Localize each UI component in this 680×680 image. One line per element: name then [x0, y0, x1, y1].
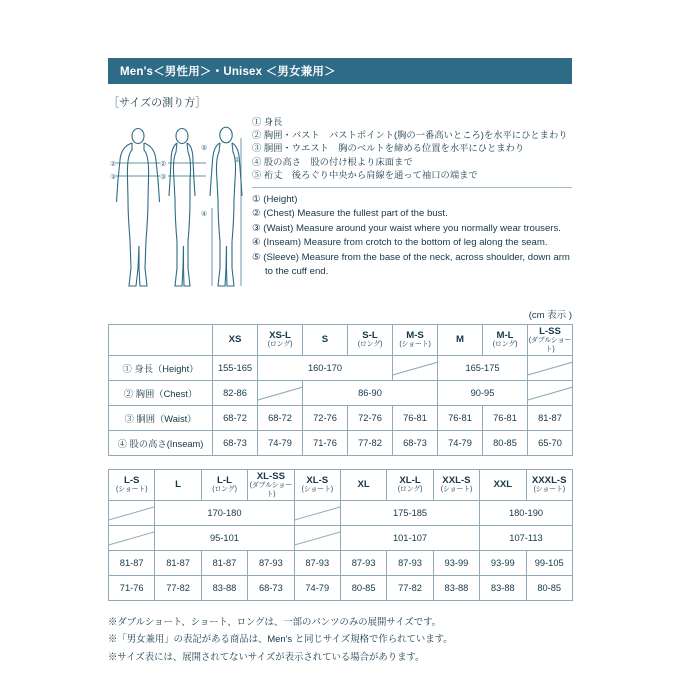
data-cell: 68-72: [213, 406, 258, 431]
measure-jp-item: ④ 股の高さ 股の付け根より床面まで: [252, 156, 413, 167]
column-header-m-l: M-L (ロング): [483, 325, 528, 356]
data-cell: 83-88: [480, 576, 526, 601]
data-cell: 95-101: [155, 526, 294, 551]
data-cell: 68-73: [213, 431, 258, 456]
table-header-row: [109, 470, 573, 501]
svg-text:③: ③: [110, 174, 117, 181]
data-cell: 72-76: [303, 406, 348, 431]
data-cell: 68-73: [248, 576, 294, 601]
column-header-s-l: S-L (ロング): [348, 325, 393, 356]
measure-jp-list: [252, 116, 572, 182]
table-row: [109, 406, 573, 431]
row-label: ② 胸囲（Chest）: [109, 381, 213, 406]
data-cell: 81-87: [528, 406, 573, 431]
table-body: [109, 501, 573, 601]
size-table-primary: [108, 324, 573, 456]
measure-heading: ［サイズの測り方］: [108, 97, 207, 109]
column-header-xxl: XXL: [480, 470, 526, 501]
data-cell: 74-79: [294, 576, 340, 601]
svg-text:⑤: ⑤: [201, 145, 208, 152]
column-header-xxl-s: XXL-S (ショート): [433, 470, 479, 501]
data-cell: 77-82: [348, 431, 393, 456]
data-cell: 93-99: [433, 551, 479, 576]
measure-jp-item: ③ 胴囲・ウエスト 胸のベルトを締める位置を水平にひとまわり: [252, 143, 525, 154]
data-cell: 77-82: [155, 576, 201, 601]
data-cell: 87-93: [340, 551, 386, 576]
measurement-guide: [108, 84, 572, 301]
data-cell: 83-88: [433, 576, 479, 601]
data-cell: 81-87: [155, 551, 201, 576]
svg-text:②: ②: [110, 161, 117, 168]
row-label: ④ 股の高さ(Inseam): [109, 431, 213, 456]
unit-note: (cm 表示 ): [528, 310, 572, 321]
table-row: [109, 576, 573, 601]
data-cell: 180-190: [480, 501, 573, 526]
data-cell: 71-76: [303, 431, 348, 456]
svg-text:③: ③: [160, 174, 167, 181]
measure-en-item: ⑤ (Sleeve) Measure from the base of the neck, across shoulder, down arm to the cuff end.: [252, 251, 570, 277]
data-cell: 160-170: [258, 356, 393, 381]
measure-jp-item: ② 胸囲・バスト バストポイント(胸の一番高いところ)を水平にひとまわり: [252, 130, 568, 141]
column-header-xl-l: XL-L (ロング): [387, 470, 433, 501]
footnote: ※サイズ表には、展開されてないサイズが表示されている場合があります。: [108, 650, 425, 662]
column-header-m: M: [438, 325, 483, 356]
empty-cell: [393, 356, 438, 381]
table-row: [109, 431, 573, 456]
data-cell: 175-185: [340, 501, 479, 526]
page-title: Men's＜男性用＞・Unisex ＜男女兼用＞: [108, 58, 572, 84]
data-cell: 80-85: [340, 576, 386, 601]
empty-cell: [109, 501, 155, 526]
svg-text:④: ④: [201, 211, 208, 218]
data-cell: 165-175: [438, 356, 528, 381]
table-row: [109, 526, 573, 551]
empty-cell: [109, 526, 155, 551]
table-row: [109, 501, 573, 526]
column-header-xl: XL: [340, 470, 386, 501]
column-header-l-ss: L-SS (ダブルショート): [528, 325, 573, 356]
data-cell: 87-93: [248, 551, 294, 576]
measure-en-item: ③ (Waist) Measure around your waist where you normally wear trousers.: [252, 222, 561, 234]
data-cell: 99-105: [526, 551, 572, 576]
column-header-xl-ss: XL-SS (ダブルショート): [248, 470, 294, 501]
measure-jp-item: ⑤ 裄丈 後ろぐり中央から肩線を通って袖口の端まで: [252, 169, 478, 180]
data-cell: 101-107: [340, 526, 479, 551]
table-body: [109, 356, 573, 456]
column-header-xs-l: XS-L (ロング): [258, 325, 303, 356]
column-header-m-s: M-S (ショート): [393, 325, 438, 356]
table-row: [109, 356, 573, 381]
data-cell: 86-90: [303, 381, 438, 406]
empty-cell: [528, 381, 573, 406]
column-header-xxxl-s: XXXL-S (ショート): [526, 470, 572, 501]
data-cell: 72-76: [348, 406, 393, 431]
data-cell: 93-99: [480, 551, 526, 576]
table-header-row: [109, 325, 573, 356]
measure-en-list: [252, 193, 572, 279]
footnote: ※「男女兼用」の表記がある商品は、Men's と同じサイズ規格で作られています。: [108, 633, 453, 645]
empty-cell: [258, 381, 303, 406]
column-header-xl-s: XL-S (ショート): [294, 470, 340, 501]
footnote: ※ダブルショート、ショート、ロングは、一部のパンツのみの展開サイズです。: [108, 616, 442, 627]
data-cell: 155-165: [213, 356, 258, 381]
measure-en-item: ② (Chest) Measure the fullest part of the bust.: [252, 208, 448, 220]
table-row: [109, 551, 573, 576]
table-header-row: [109, 470, 573, 501]
empty-cell: [528, 356, 573, 381]
data-cell: 77-82: [387, 576, 433, 601]
data-cell: 74-79: [438, 431, 483, 456]
measure-en-item: ④ (Inseam) Measure from crotch to the bottom of leg along the seam.: [252, 237, 548, 249]
data-cell: 87-93: [387, 551, 433, 576]
svg-text:②: ②: [160, 161, 167, 168]
column-header-l-l: L-L (ロング): [201, 470, 247, 501]
empty-cell: [294, 501, 340, 526]
column-header-l: L: [155, 470, 201, 501]
column-header-l-s: L-S (ショート): [109, 470, 155, 501]
table-header-row: [109, 325, 573, 356]
data-cell: 76-81: [393, 406, 438, 431]
data-cell: 74-79: [258, 431, 303, 456]
data-cell: 90-95: [438, 381, 528, 406]
data-cell: 107-113: [480, 526, 573, 551]
empty-cell: [294, 526, 340, 551]
body-figures-illustration: [108, 116, 248, 301]
data-cell: 82-86: [213, 381, 258, 406]
row-label: ③ 胴囲（Waist）: [109, 406, 213, 431]
measure-jp-item: ① 身長: [252, 117, 283, 127]
data-cell: 76-81: [483, 406, 528, 431]
data-cell: 80-85: [526, 576, 572, 601]
data-cell: 76-81: [438, 406, 483, 431]
data-cell: 83-88: [201, 576, 247, 601]
data-cell: 170-180: [155, 501, 294, 526]
data-cell: 71-76: [109, 576, 155, 601]
measure-en-item: ① (Height): [252, 193, 298, 205]
data-cell: 65-70: [528, 431, 573, 456]
data-cell: 87-93: [294, 551, 340, 576]
table-row: [109, 381, 573, 406]
column-header-empty: [109, 325, 213, 356]
svg-text:①: ①: [234, 157, 241, 164]
data-cell: 80-85: [483, 431, 528, 456]
data-cell: 68-73: [393, 431, 438, 456]
data-cell: 81-87: [201, 551, 247, 576]
measure-divider: [252, 187, 572, 188]
data-cell: 81-87: [109, 551, 155, 576]
row-label: ① 身長（Height）: [109, 356, 213, 381]
column-header-xs: XS: [213, 325, 258, 356]
data-cell: 68-72: [258, 406, 303, 431]
column-header-s: S: [303, 325, 348, 356]
size-table-secondary: [108, 469, 573, 601]
footnotes: [108, 613, 572, 665]
